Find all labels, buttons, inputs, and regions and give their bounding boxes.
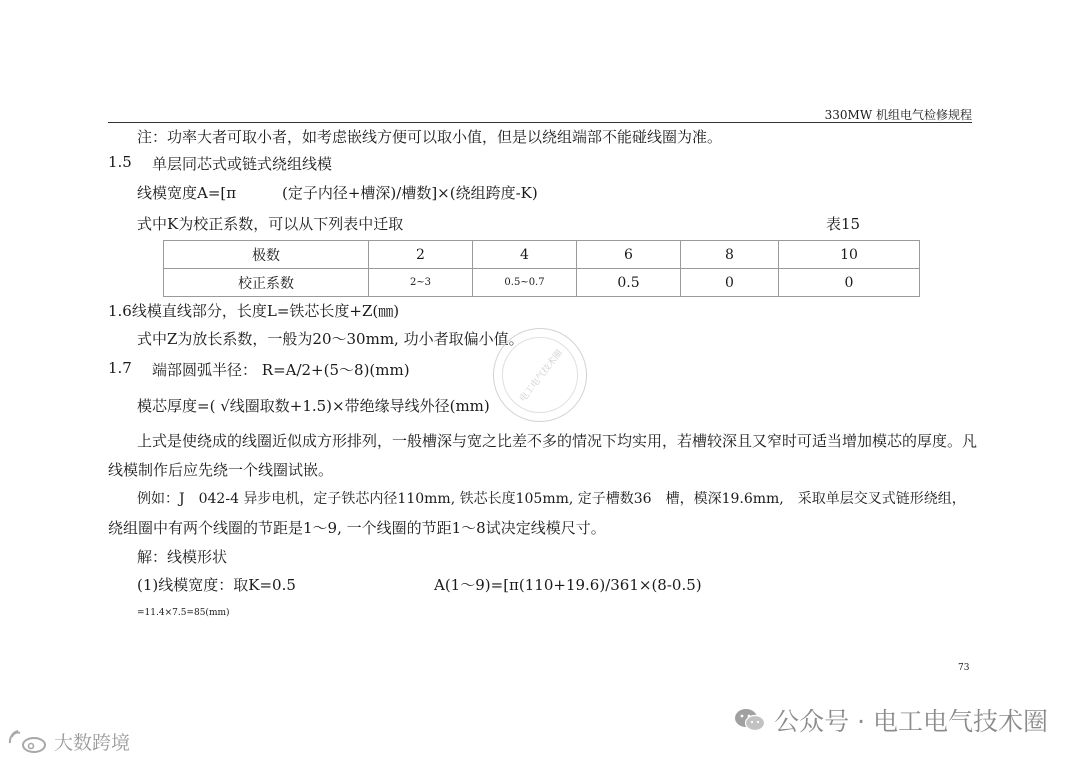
- calc-right: A(1～9)=[π(110+19.6)/361×(8-0.5): [434, 576, 702, 594]
- table-row: [164, 241, 920, 269]
- section-1-7-text: 端部圆弧半径： R=A/2+(5～8)(mm): [152, 361, 410, 379]
- table-cell: 2: [369, 241, 473, 269]
- formula-a-part1: 线模宽度A=[π: [137, 184, 237, 202]
- example-line: 例如：J 042-4 异步电机，定子铁芯内径110mm, 铁芯长度105mm, 定子槽数36 槽，模深19.6mm, 采取单层交叉式链形绕组，: [137, 491, 966, 507]
- table-cell: 0.5~0.7: [473, 269, 577, 297]
- table-cell: 校正系数: [164, 269, 369, 297]
- weibo-watermark: [8, 728, 130, 755]
- result-line: =11.4×7.5=85(mm): [137, 608, 230, 618]
- watermark-stamp: 电工电气技术圈: [474, 309, 606, 441]
- running-header: 330MW 机组电气检修规程: [824, 108, 972, 122]
- table-cell: 0: [779, 269, 920, 297]
- weibo-icon: [8, 729, 48, 755]
- table-cell: 0.5: [577, 269, 681, 297]
- table-cell: 8: [681, 241, 779, 269]
- page-number: 73: [958, 663, 970, 673]
- k-description: 式中K为校正系数，可以从下列表中迁取: [137, 215, 404, 233]
- wechat-account-name: 公众号 · 电工电气技术圈: [774, 707, 1048, 736]
- wechat-watermark: [734, 702, 1048, 738]
- paragraph-line: 上式是使绕成的线圈近似成方形排列，一般槽深与宽之比差不多的情况下均实用，若槽较深且又窄时可适当增加模芯的厚度。凡: [137, 432, 978, 450]
- correction-coefficient-table: [163, 240, 920, 297]
- core-thickness-formula: 模芯厚度=( √线圈取数+1.5)×带绝缘导线外径(mm): [137, 397, 490, 415]
- note-line: 注：功率大者可取小者，如考虑嵌线方便可以取小值，但是以绕组端部不能碰线圈为准。: [137, 128, 723, 146]
- paragraph-line: 线模制作后应先绕一个线圈试嵌。: [108, 461, 334, 479]
- wechat-icon: [734, 707, 766, 733]
- table-cell: 10: [779, 241, 920, 269]
- example-line: 绕组圈中有两个线圈的节距是1～9, 一个线圈的节距1～8试决定线模尺寸。: [108, 519, 606, 537]
- table-cell: 0: [681, 269, 779, 297]
- section-1-5-title: 单层同芯式或链式绕组线模: [152, 155, 333, 173]
- weibo-account-name: 大数跨境: [54, 732, 131, 754]
- table-cell: 6: [577, 241, 681, 269]
- formula-a-part2: (定子内径+槽深)/槽数]×(绕组跨度-K): [282, 184, 538, 202]
- table-label: 表15: [826, 215, 861, 233]
- table-cell: 极数: [164, 241, 369, 269]
- table-row: [164, 269, 920, 297]
- section-1-5-number: 1.5: [108, 153, 132, 171]
- table-cell: 4: [473, 241, 577, 269]
- header-rule: [108, 122, 972, 123]
- calc-left: (1)线模宽度：取K=0.5: [137, 576, 296, 594]
- solution-heading: 解：线模形状: [137, 548, 228, 566]
- table-cell: 2~3: [369, 269, 473, 297]
- section-1-7-number: 1.7: [108, 359, 132, 377]
- section-1-6: 1.6线模直线部分，长度L=铁芯长度+Z(㎜): [108, 302, 400, 320]
- z-description: 式中Z为放长系数，一般为20～30mm, 功小者取偏小值。: [137, 330, 524, 348]
